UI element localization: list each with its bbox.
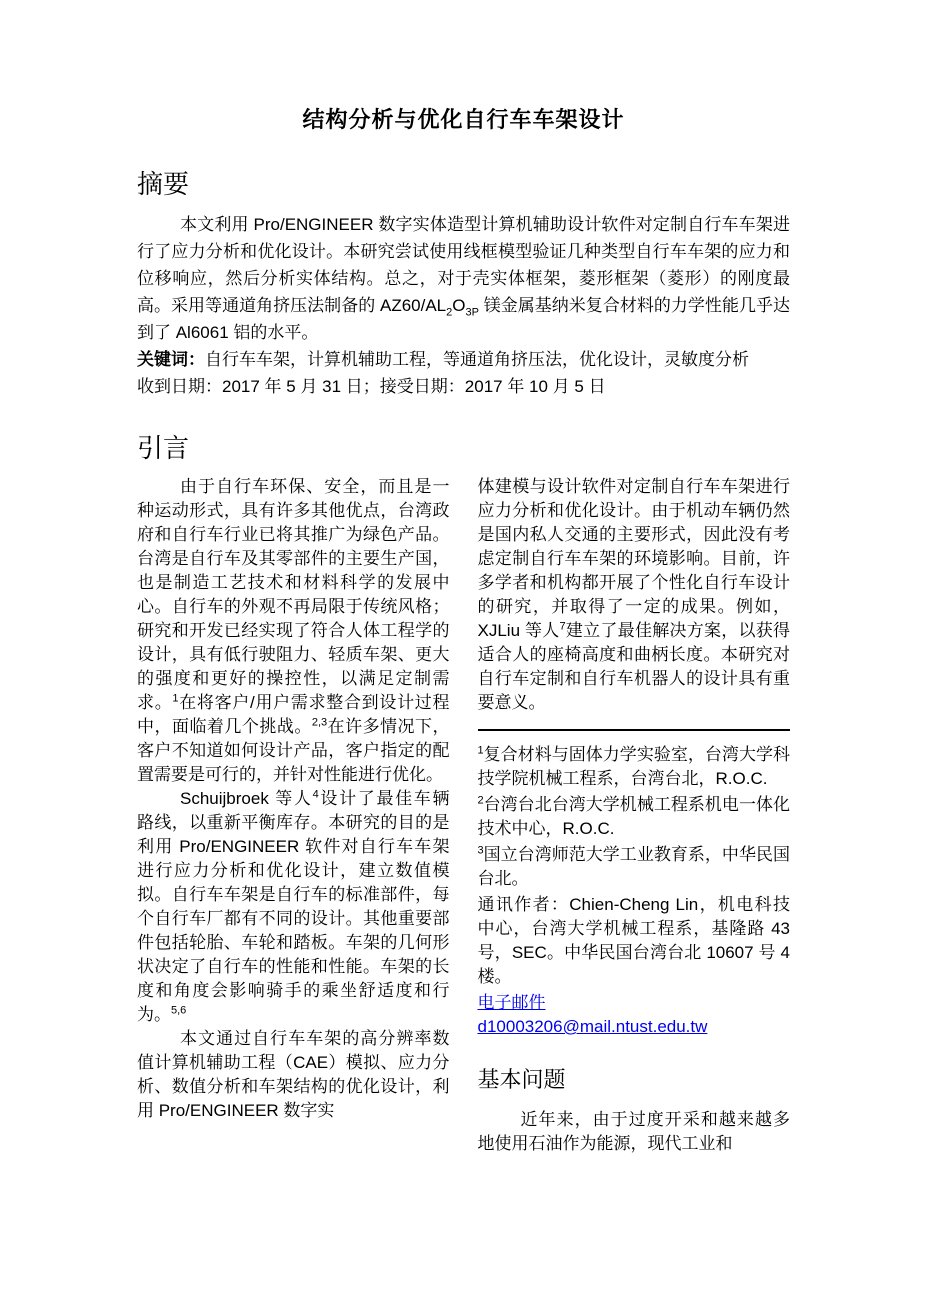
email-address-link[interactable]: d10003206@mail.ntust.edu.tw bbox=[477, 1017, 708, 1036]
footnotes-block bbox=[478, 743, 791, 1039]
intro-paragraph-2: Schuijbroek 等人$^4$设计了最佳车辆路线，以重新平衡库存。本研究的目的是利用 Pro/ENGINEER 软件对自行车车架进行应力分析和优化设计，建立数值模拟。自行车车架是自行车的标准部件，每个自行车厂都有不同的设计。其他重要部件包括轮胎、车轮和踏板。车架的几何形状决定了自行车的性能和性能。车架的长度和角度会影响骑手的乘坐舒适度和行为。$^{5,6}$ bbox=[137, 788, 450, 1024]
introduction-section bbox=[137, 428, 790, 1156]
intro-paragraph-4: 体建模与设计软件对定制自行车车架进行应力分析和优化设计。由于机动车辆仍然是国内私人交通的主要形式，因此没有考虑定制自行车车架的环境影响。目前，许多学者和机构都开展了个性化自行车设计的研究，并取得了一定的成果。例如，XJLiu 等人$^7$建立了最佳解决方案，以获得适合人的座椅高度和曲柄长度。本研究对自行车定制和自行车机器人的设计具有重要意义。 bbox=[477, 477, 791, 712]
basic-problem-heading: 基本问题 bbox=[477, 1067, 566, 1092]
paper-title: 结构分析与优化自行车车架设计 bbox=[302, 107, 625, 132]
email-link-label[interactable]: 电子邮件 bbox=[477, 993, 546, 1012]
left-column bbox=[137, 475, 450, 1156]
corresponding-author-note: 通讯作者：Chien-Cheng Lin，机电科技中心，台湾大学机械工程系，基隆路 43 号，SEC。中华民国台湾台北 10607 号 4 楼。 bbox=[477, 895, 790, 986]
two-column-layout bbox=[137, 475, 790, 1156]
footnote-2: $^2$台湾台北台湾大学机械工程系机电一体化技术中心，R.O.C. bbox=[477, 794, 790, 838]
right-column bbox=[478, 475, 791, 1156]
footnote-1: $^1$复合材料与固体力学实验室，台湾大学科技学院机械工程系，台湾台北，R.O.C. bbox=[477, 744, 790, 788]
intro-paragraph-3: 本文通过自行车车架的高分辨率数值计算机辅助工程（CAE）模拟、应力分析、数值分析和车架结构的优化设计，利用 Pro/ENGINEER 数字实 bbox=[137, 1029, 450, 1120]
intro-paragraph-1: 由于自行车环保、安全，而且是一种运动形式，具有许多其他优点，台湾政府和自行车行业已将其推广为绿色产品。台湾是自行车及其零部件的主要生产国，也是制造工艺技术和材料科学的发展中心。自行车的外观不再局限于传统风格；研究和开发已经实现了符合人体工程学的设计，具有低行驶阻力、轻质车架、更大的强度和更好的操控性，以满足定制需求。$^1$在将客户/用户需求整合到设计过程中，面临着几个挑战。$^{2,3}$在许多情况下，客户不知道如何设计产品，客户指定的配置需要是可行的，并针对性能进行优化。 bbox=[137, 477, 450, 784]
footnote-divider bbox=[478, 729, 791, 731]
footnote-3: $^3$国立台湾师范大学工业教育系，中华民国台北。 bbox=[477, 844, 790, 888]
abstract-body: 本文利用 Pro/ENGINEER 数字实体造型计算机辅助设计软件对定制自行车车架进行了应力分析和优化设计。本研究尝试使用线框模型验证几种类型自行车车架的应力和位移响应，然后分析实体结构。总之，对于壳实体框架，菱形框架（菱形）的刚度最高。采用等通道角挤压法制备的 $AZ60/AL_2O_{3P}$ 镁金属基纳米复合材料的力学性能几乎达到了 Al6061 铝的水平。 bbox=[137, 215, 790, 342]
keywords-line: 关键词：自行车车架，计算机辅助工程，等通道角挤压法，优化设计，灵敏度分析 bbox=[137, 350, 749, 369]
abstract-section bbox=[137, 164, 790, 400]
basic-problem-paragraph: 近年来，由于过度开采和越来越多地使用石油作为能源，现代工业和 bbox=[477, 1110, 790, 1153]
introduction-heading: 引言 bbox=[137, 433, 190, 463]
dates-line: 收到日期：2017 年 5 月 31 日；接受日期：2017 年 10 月 5 日 bbox=[137, 377, 606, 396]
abstract-heading: 摘要 bbox=[137, 169, 190, 199]
